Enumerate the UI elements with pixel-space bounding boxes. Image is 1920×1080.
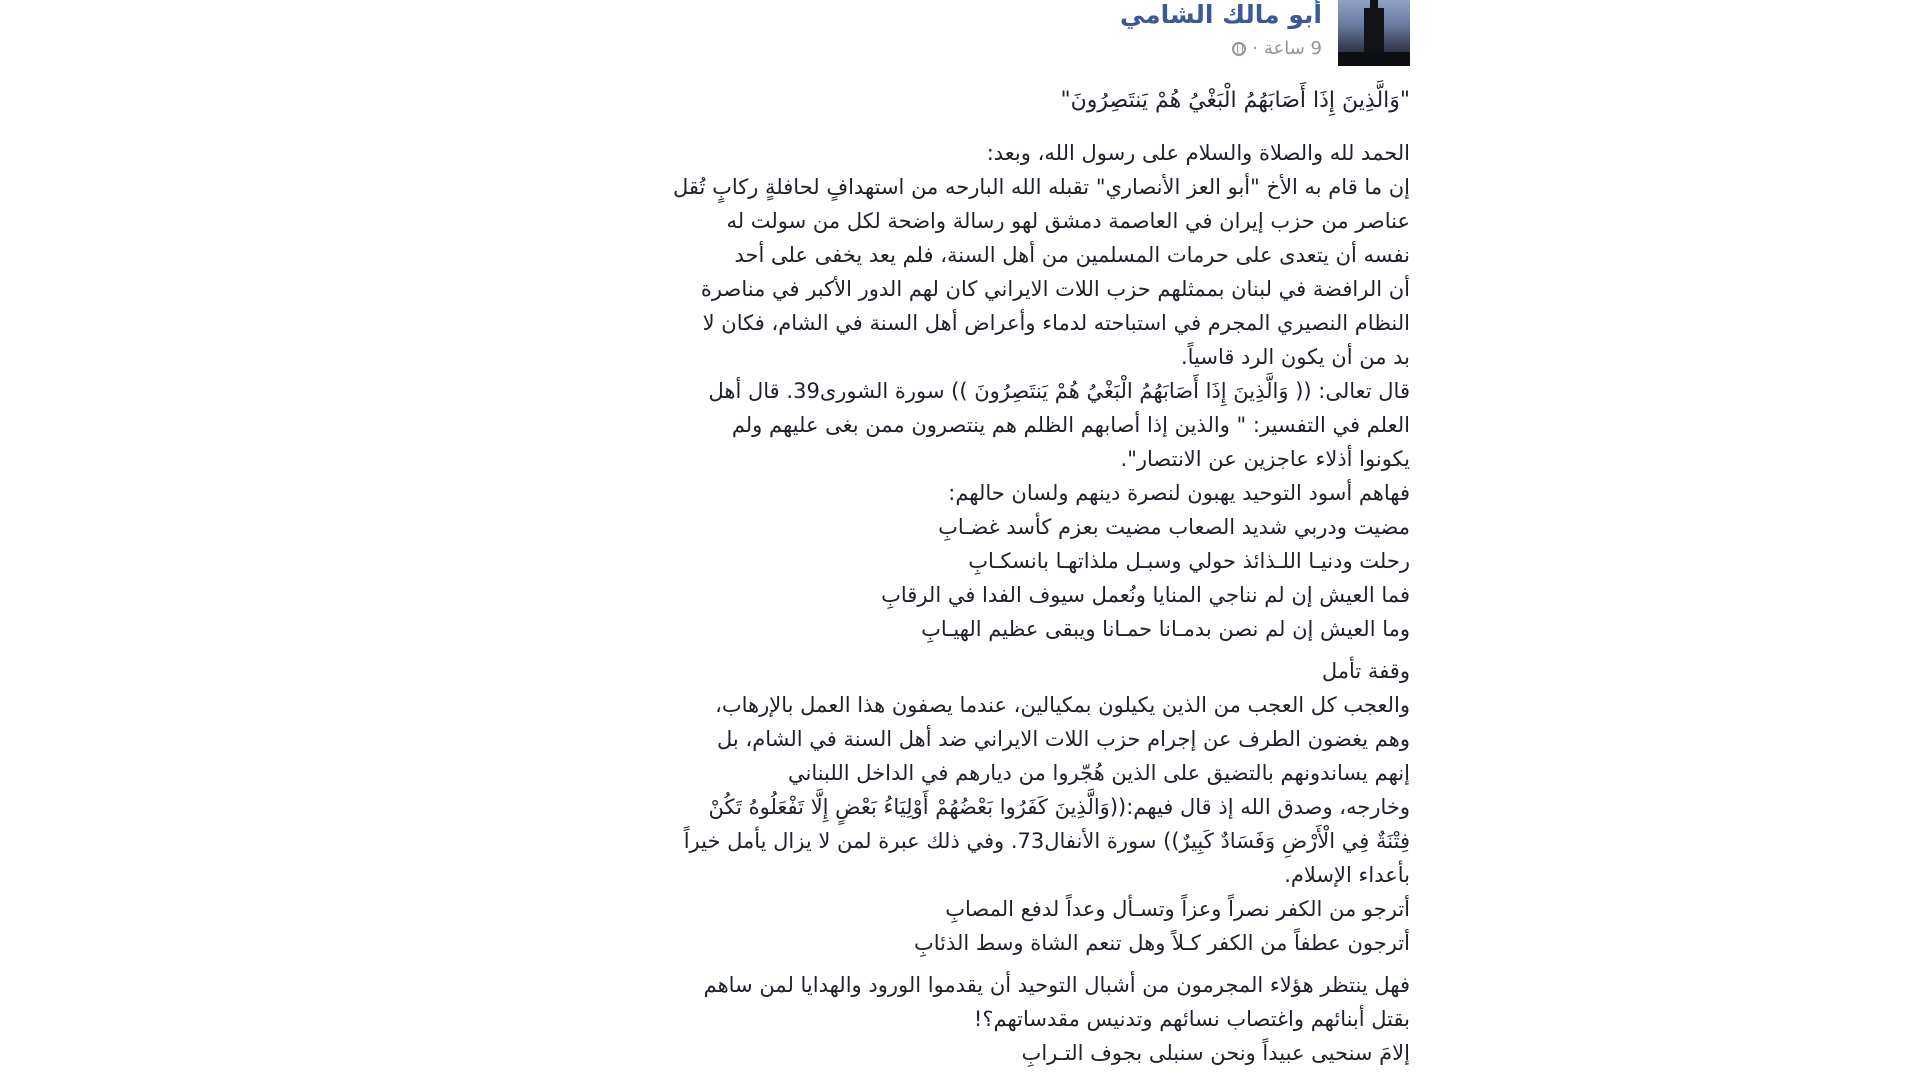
paragraph-gap (570, 646, 1410, 654)
post-line: نفسه أن يتعدى على حرمات المسلمين من أهل السنة، فلم يعد يخفى على أحد (734, 243, 1410, 267)
post-line: وخارجه، وصدق الله إذ قال فيهم:((وَالَّذِينَ كَفَرُوا بَعْضُهُمْ أَوْلِيَاءُ بَعْضٍ إِلَّا تَفْعَلُوهُ تَكُنْ (708, 795, 1410, 819)
post-line: إنهم يساندونهم بالتضيق على الذين هُجّروا من ديارهم في الداخل اللبناني (787, 761, 1410, 785)
post-line: يكونوا أذلاء عاجزين عن الانتصار". (1120, 447, 1410, 471)
post-line: والعجب كل العجب من الذين يكيلون بمكيالين، عندما يصفون هذا العمل بالإرهاب، (715, 693, 1410, 717)
poem-line: رحلت ودنيـا اللـذائذ حولي وسبـل ملذاتهـا بانسكـابِ (968, 549, 1410, 573)
post-line: بقتل أبنائهم واغتصاب نسائهم وتدنيس مقدساتهم؟! (973, 1007, 1410, 1031)
post-line: العلم في التفسير: " والذين إذا أصابهم الظلم هم ينتصرون ممن بغى عليهم ولم (731, 413, 1410, 437)
paragraph-gap (570, 960, 1410, 968)
poem-line: إلامَ سنحيى عبيداً ونحن سنبلى بجوف التـرابِ (1021, 1041, 1410, 1065)
post-line: بأعداء الإسلام. (1284, 863, 1410, 887)
post-line: الحمد لله والصلاة والسلام على رسول الله، وبعد: (986, 141, 1410, 165)
post-line: فِتْنَةٌ فِي الْأَرْضِ وَفَسَادٌ كَبِيرٌ)) سورة الأنفال73. وفي ذلك عبرة لمن لا يزال يأمل خيراً (683, 829, 1410, 853)
post-line: أن الرافضة في لبنان بممثلهم حزب اللات الايراني كان لهم الدور الأكبر في مناصرة (700, 277, 1410, 301)
author-name-link[interactable]: أبو مالك الشامي (1119, 0, 1322, 29)
post-line: إن ما قام به الأخ "أبو العز الأنصاري" تقبله الله البارحه من استهدافٍ لحافلةٍ ركابٍ تُقل (673, 175, 1410, 199)
globe-icon[interactable] (1232, 42, 1246, 56)
post-title-verse: "وَالَّذِينَ إِذَا أَصَابَهُمُ الْبَغْيُ هُمْ يَنتَصِرُونَ" (1060, 88, 1410, 113)
post-line: النظام النصيري المجرم في استباحته لدماء وأعراض أهل السنة في الشام، فكان لا (702, 311, 1410, 335)
post-line: قال تعالى: (( وَالَّذِينَ إِذَا أَصَابَهُمُ الْبَغْيُ هُمْ يَنتَصِرُونَ )) سورة الشورى39. قال أهل (708, 379, 1410, 403)
post-body (570, 84, 1410, 1070)
poem-line: مضيت ودربي شديد الصعاب مضيت بعزم كأسد غضـابِ (938, 515, 1410, 539)
poem-line: وما العيش إن لم نصن بدمـانا حمـانا ويبقى عظيم الهيـابِ (921, 617, 1410, 641)
post-line: فهل ينتظر هؤلاء المجرمون من أشبال التوحيد أن يقدموا الورود والهدايا لمن ساهم (703, 973, 1410, 997)
section-heading: وقفة تأمل (1321, 659, 1410, 683)
post-time[interactable]: 9 ساعة (1263, 38, 1322, 59)
post-line: بد من أن يكون الرد قاسياً. (1180, 345, 1410, 369)
meta-separator: · (1252, 38, 1258, 59)
poem-line: فما العيش إن لم نناجي المنايا ونُعمل سيوف الفدا في الرقابِ (881, 583, 1410, 607)
post-line: وهم يغضون الطرف عن إجرام حزب اللات الايراني ضد أهل السنة في الشام، بل (717, 727, 1410, 751)
post-line: فهاهم أسود التوحيد يهبون لنصرة دينهم ولسان حالهم: (948, 481, 1410, 505)
poem-line: أترجون عطفاً من الكفر كـلاً وهل تنعم الشاة وسط الذئابِ (913, 931, 1410, 955)
post-line: عناصر من حزب إيران في العاصمة دمشق لهو رسالة واضحة لكل من سولت له (726, 209, 1410, 233)
facebook-post (570, 0, 1410, 1080)
post-header (570, 0, 1410, 70)
poem-line: أترجو من الكفر نصراً وعزاً وتسـأل وعداً لدفع المصابِ (945, 897, 1410, 921)
avatar-ground (1338, 52, 1410, 66)
post-meta (1232, 38, 1322, 59)
author-avatar[interactable] (1338, 0, 1410, 66)
